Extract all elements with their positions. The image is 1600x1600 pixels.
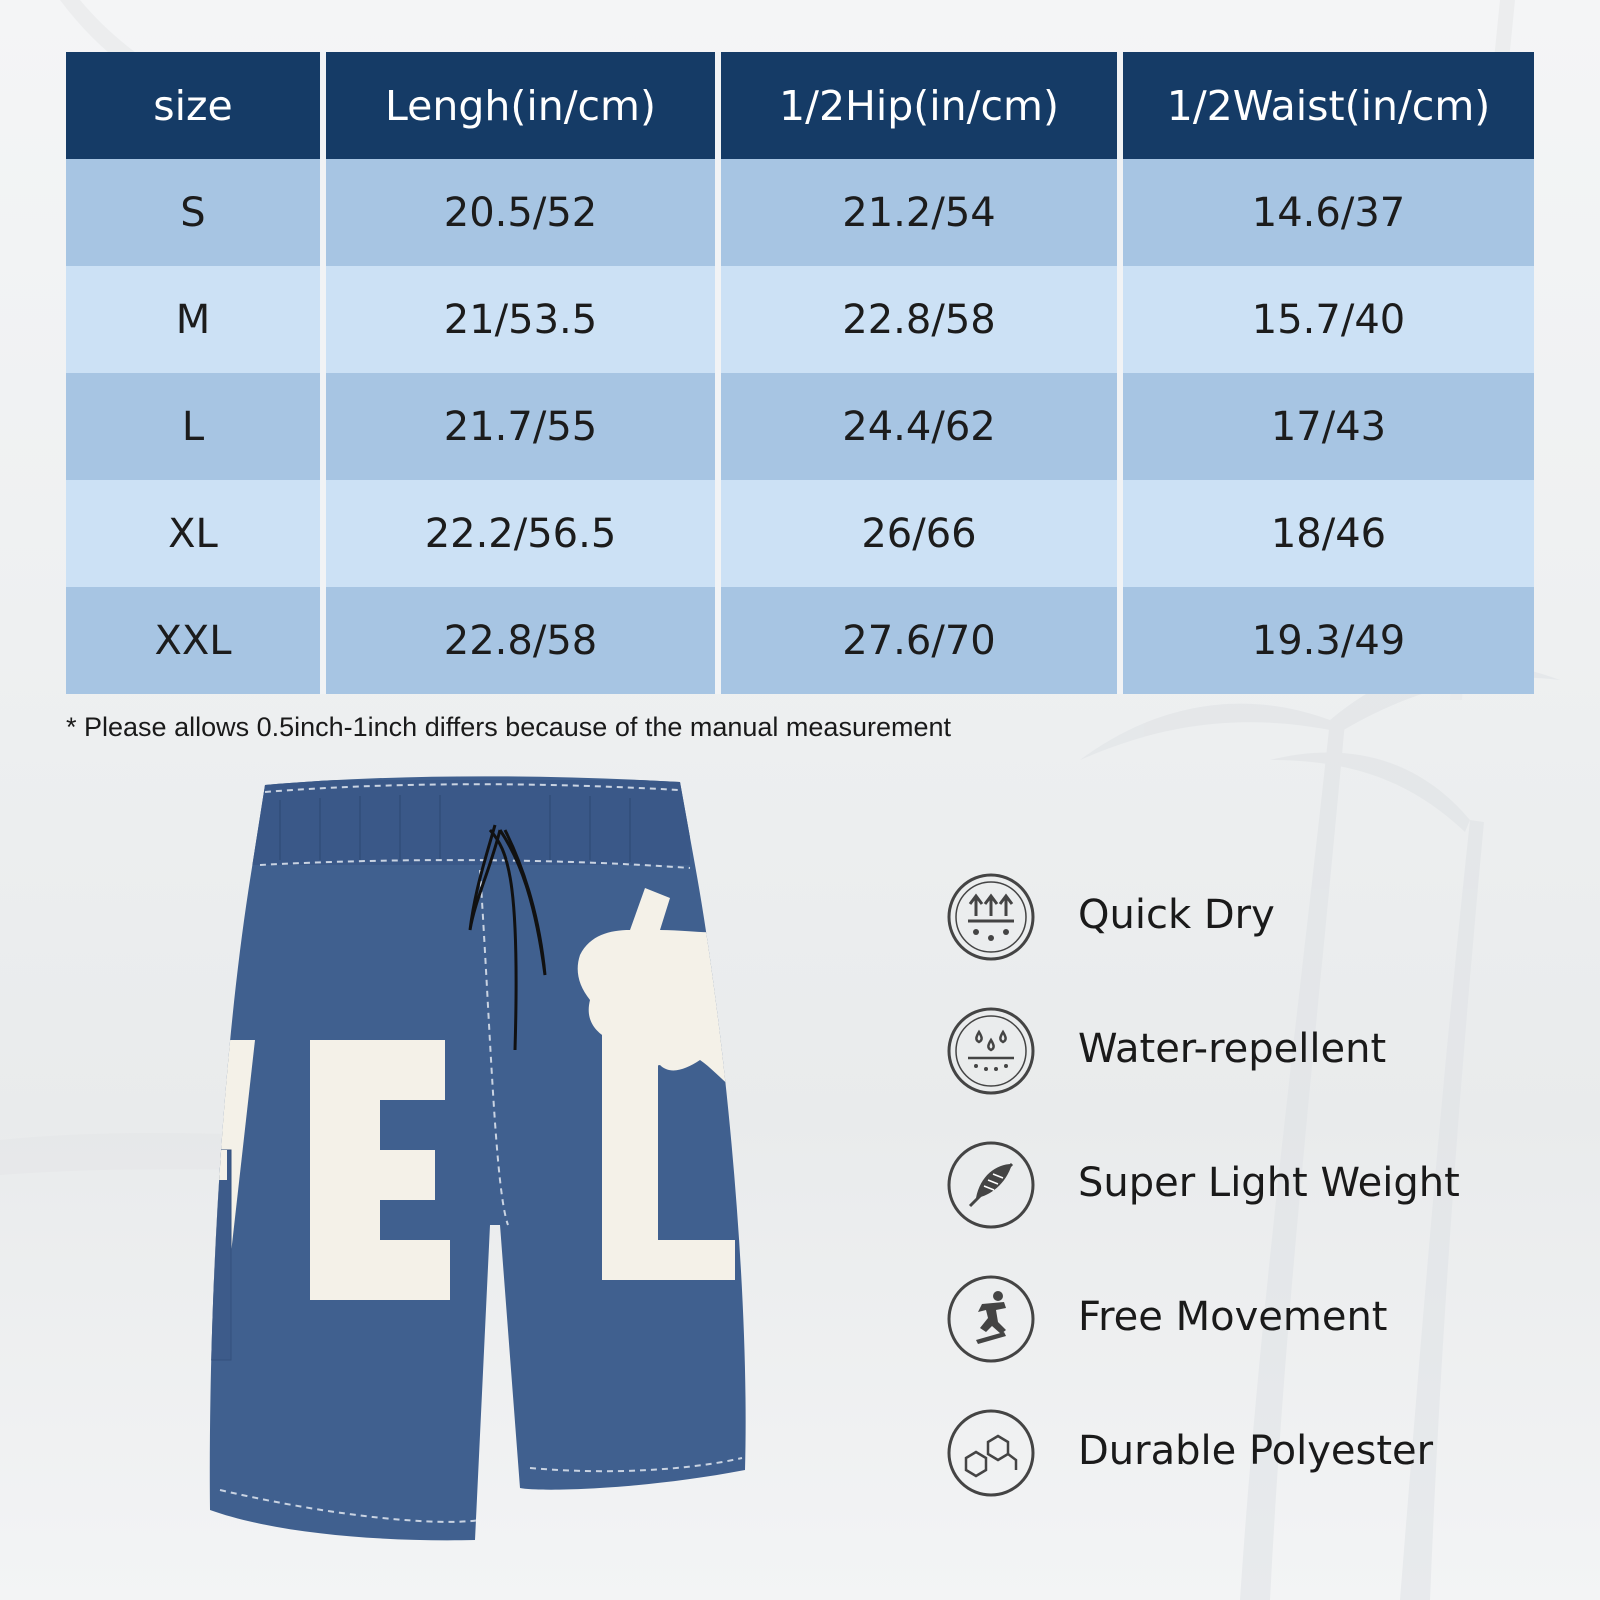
cell-length: 21.7/55 [326, 373, 721, 480]
table-row [66, 266, 1534, 373]
header-half-hip: 1/2Hip(in/cm) [721, 52, 1123, 159]
swim-shorts-image [190, 770, 770, 1570]
size-chart-table [66, 52, 1534, 694]
table-row [66, 480, 1534, 587]
cell-half-waist: 18/46 [1123, 480, 1534, 587]
table-row [66, 159, 1534, 266]
cell-length: 20.5/52 [326, 159, 721, 266]
feature-label: Quick Dry [1078, 892, 1275, 938]
quick-dry-icon [946, 872, 1036, 962]
molecule-icon [946, 1408, 1036, 1498]
table-row [66, 587, 1534, 694]
cell-length: 22.8/58 [326, 587, 721, 694]
feature-list [946, 872, 1586, 1542]
table-row [66, 373, 1534, 480]
header-size: size [66, 52, 326, 159]
feature-free-movement [946, 1274, 1586, 1408]
cell-half-waist: 17/43 [1123, 373, 1534, 480]
cell-length: 21/53.5 [326, 266, 721, 373]
cell-half-waist: 15.7/40 [1123, 266, 1534, 373]
feature-label: Water-repellent [1078, 1026, 1387, 1072]
measurement-note: * Please allows 0.5inch-1inch differs because of the manual measurement [66, 712, 952, 742]
feather-icon [946, 1140, 1036, 1230]
size-chart-header-row [66, 52, 1534, 159]
cell-size: L [66, 373, 326, 480]
feature-label: Super Light Weight [1078, 1160, 1460, 1206]
feature-label: Durable Polyester [1078, 1428, 1434, 1474]
cell-size: XL [66, 480, 326, 587]
cell-half-waist: 14.6/37 [1123, 159, 1534, 266]
feature-super-light-weight [946, 1140, 1586, 1274]
header-half-waist: 1/2Waist(in/cm) [1123, 52, 1534, 159]
print-letter-e [310, 1040, 450, 1300]
cell-half-hip: 22.8/58 [721, 266, 1123, 373]
cell-size: M [66, 266, 326, 373]
feature-label: Free Movement [1078, 1294, 1388, 1340]
feature-quick-dry [946, 872, 1586, 1006]
cell-half-hip: 27.6/70 [721, 587, 1123, 694]
cell-size: S [66, 159, 326, 266]
cell-half-hip: 24.4/62 [721, 373, 1123, 480]
cell-length: 22.2/56.5 [326, 480, 721, 587]
cell-half-hip: 26/66 [721, 480, 1123, 587]
feature-water-repellent [946, 1006, 1586, 1140]
cell-size: XXL [66, 587, 326, 694]
water-repellent-icon [946, 1006, 1036, 1096]
feature-durable-polyester [946, 1408, 1586, 1542]
cell-half-waist: 19.3/49 [1123, 587, 1534, 694]
header-length: Lengh(in/cm) [326, 52, 721, 159]
skateboarder-icon [946, 1274, 1036, 1364]
cell-half-hip: 21.2/54 [721, 159, 1123, 266]
